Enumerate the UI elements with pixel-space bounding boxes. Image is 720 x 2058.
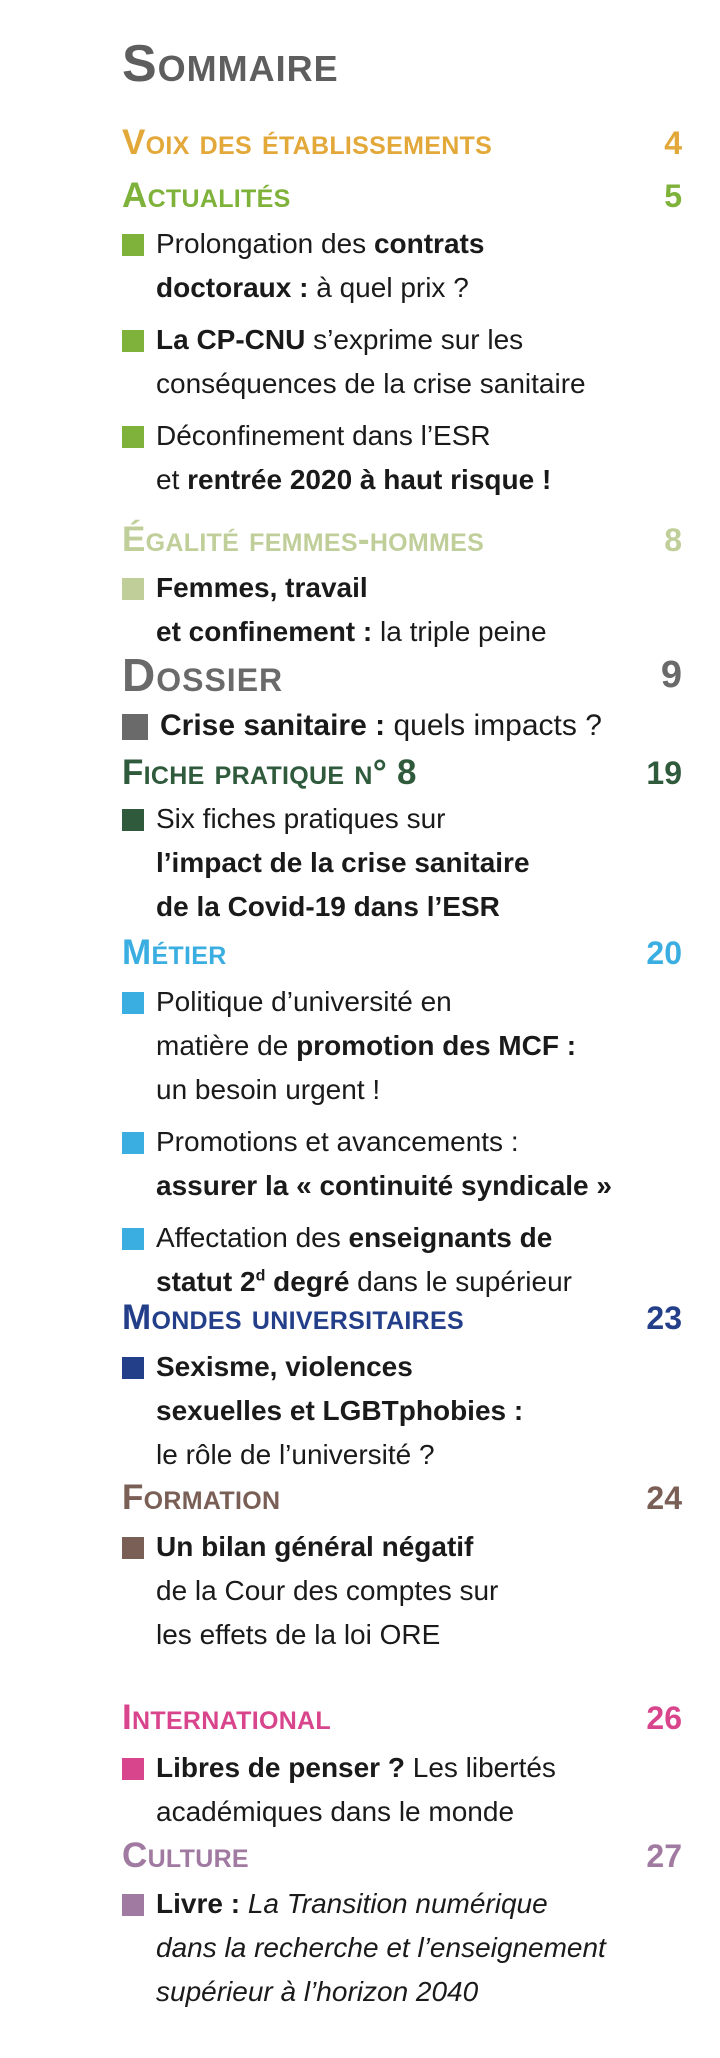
item-text: statut 2 [156, 1266, 256, 1297]
item-line [122, 1926, 692, 1970]
item-text: l’impact de la crise sanitaire [156, 847, 530, 878]
item-line [122, 1525, 692, 1569]
page-number: 19 [646, 755, 682, 791]
section-title: International [122, 1698, 331, 1737]
square-bullet-icon [122, 1758, 144, 1780]
item-line [122, 566, 692, 610]
item-line [122, 841, 692, 885]
item-text: la triple peine [372, 616, 547, 647]
toc-item-sexisme[interactable] [122, 1345, 692, 1477]
item-line [122, 610, 692, 654]
item-text: académiques dans le monde [156, 1796, 515, 1827]
item-text: dans la recherche et l’enseignement [156, 1932, 606, 1963]
item-line [122, 318, 692, 362]
item-text: le rôle de l’université ? [156, 1439, 435, 1470]
item-text: sexuelles et LGBTphobies : [156, 1395, 524, 1426]
section-heading-voix[interactable] [122, 125, 682, 175]
item-line [122, 885, 692, 929]
page-number: 24 [646, 1480, 682, 1516]
toc-item-cpcnu[interactable] [122, 318, 692, 406]
item-text: et [156, 464, 188, 495]
item-text: Sexisme, violences [156, 1351, 413, 1382]
item-text: Politique d’université en [156, 986, 452, 1017]
page-number: 9 [660, 654, 682, 696]
square-bullet-icon [122, 234, 144, 256]
item-text: de la Cour des comptes sur [156, 1575, 499, 1606]
item-line [122, 1613, 692, 1657]
item-line [122, 266, 692, 310]
page-number: 26 [646, 1700, 682, 1736]
item-line [122, 980, 692, 1024]
item-text: matière de [156, 1030, 297, 1061]
item-text: contrats [373, 228, 485, 259]
item-line [122, 1746, 692, 1790]
section-heading-metier[interactable] [122, 935, 682, 985]
item-text: Un bilan général négatif [156, 1531, 474, 1562]
item-line [122, 1216, 692, 1260]
toc-item-politique[interactable] [122, 980, 692, 1112]
section-heading-culture[interactable] [122, 1838, 682, 1888]
item-line [122, 704, 692, 748]
item-text: un besoin urgent ! [156, 1074, 381, 1105]
square-bullet-icon [122, 330, 144, 352]
item-text: dans le supérieur [349, 1266, 572, 1297]
square-bullet-icon [122, 1357, 144, 1379]
item-text: et confinement : [156, 616, 373, 647]
section-title: Actualités [122, 176, 291, 215]
item-line [122, 222, 692, 266]
item-line [122, 1024, 692, 1068]
item-text: rentrée 2020 à haut risque ! [187, 464, 552, 495]
item-line [122, 1389, 692, 1433]
item-text: les effets de la loi ORE [156, 1619, 441, 1650]
section-title: Voix des établissements [122, 123, 493, 162]
page-number: 20 [646, 935, 682, 971]
item-text: Libres de penser ? [156, 1752, 405, 1783]
page-number: 23 [646, 1300, 682, 1336]
page-number: 5 [664, 178, 682, 214]
section-heading-dossier[interactable] [122, 649, 682, 702]
section-title: Dossier [122, 649, 284, 701]
item-text: Promotions et avancements : [156, 1126, 519, 1157]
item-text: Affectation des [156, 1222, 349, 1253]
item-line [122, 458, 692, 502]
item-line [122, 1120, 692, 1164]
item-line [122, 1433, 692, 1477]
item-text: à quel prix ? [308, 272, 469, 303]
item-text: conséquences de la crise sanitaire [156, 368, 586, 399]
toc-item-affectation[interactable] [122, 1216, 692, 1304]
item-line [122, 1569, 692, 1613]
square-bullet-icon [122, 714, 148, 740]
toc-item-six-fiches[interactable] [122, 797, 692, 929]
square-bullet-icon [122, 1228, 144, 1250]
toc-item-livre[interactable] [122, 1882, 692, 2014]
section-title: Culture [122, 1836, 249, 1875]
item-text: Crise sanitaire : [160, 709, 386, 742]
square-bullet-icon [122, 1537, 144, 1559]
item-line [122, 1164, 692, 1208]
item-text: promotion des MCF : [296, 1030, 577, 1061]
item-line [122, 797, 692, 841]
section-heading-international[interactable] [122, 1700, 682, 1750]
item-text: de la Covid-19 dans l’ESR [156, 891, 500, 922]
section-heading-mondes[interactable] [122, 1300, 682, 1350]
item-text: enseignants de [348, 1222, 553, 1253]
item-text: assurer la « continuité syndicale » [156, 1170, 612, 1201]
toc-item-promotions[interactable] [122, 1120, 692, 1208]
section-title: Égalité femmes-hommes [122, 520, 485, 559]
item-text: s’exprime sur les [305, 324, 524, 355]
page-number: 27 [646, 1838, 682, 1874]
item-text: d [255, 1267, 266, 1285]
toc-item-bilan[interactable] [122, 1525, 692, 1657]
page-title: Sommaire [122, 35, 339, 93]
item-line [122, 1260, 692, 1304]
section-heading-egalite[interactable] [122, 522, 682, 572]
item-line [122, 1345, 692, 1389]
square-bullet-icon [122, 426, 144, 448]
square-bullet-icon [122, 809, 144, 831]
item-text: Livre : [156, 1888, 241, 1919]
item-line [122, 414, 692, 458]
item-text: Femmes, travail [156, 572, 368, 603]
item-text: Les libertés [404, 1752, 556, 1783]
square-bullet-icon [122, 992, 144, 1014]
item-text: La Transition numérique [247, 1888, 548, 1919]
item-line [122, 1882, 692, 1926]
item-text [240, 1888, 248, 1919]
item-line [122, 1068, 692, 1112]
page-number: 4 [664, 125, 682, 161]
section-heading-formation[interactable] [122, 1480, 682, 1530]
toc-item-libres[interactable] [122, 1746, 692, 1834]
toc-item-femmes[interactable] [122, 566, 692, 654]
section-title: Mondes universitaires [122, 1298, 464, 1337]
item-text: quels impacts ? [385, 709, 602, 742]
square-bullet-icon [122, 1894, 144, 1916]
toc-item-crise[interactable] [122, 704, 692, 748]
section-heading-actualites[interactable] [122, 178, 682, 228]
item-text: doctoraux : [156, 272, 309, 303]
square-bullet-icon [122, 578, 144, 600]
square-bullet-icon [122, 1132, 144, 1154]
section-title: Formation [122, 1478, 281, 1517]
item-text: Six fiches pratiques sur [156, 803, 446, 834]
toc-item-deconfinement[interactable] [122, 414, 692, 502]
item-text: supérieur à l’horizon 2040 [156, 1976, 479, 2007]
page-number: 8 [664, 522, 682, 558]
item-line [122, 1790, 692, 1834]
item-line [122, 1970, 692, 2014]
section-title: Fiche pratique n° 8 [122, 753, 417, 792]
section-title: Métier [122, 933, 227, 972]
item-text: degré [265, 1266, 350, 1297]
item-text: Déconfinement dans l’ESR [156, 420, 491, 451]
toc-item-prolongation[interactable] [122, 222, 692, 310]
item-text: Prolongation des [156, 228, 374, 259]
item-line [122, 362, 692, 406]
item-text: La CP-CNU [156, 324, 306, 355]
